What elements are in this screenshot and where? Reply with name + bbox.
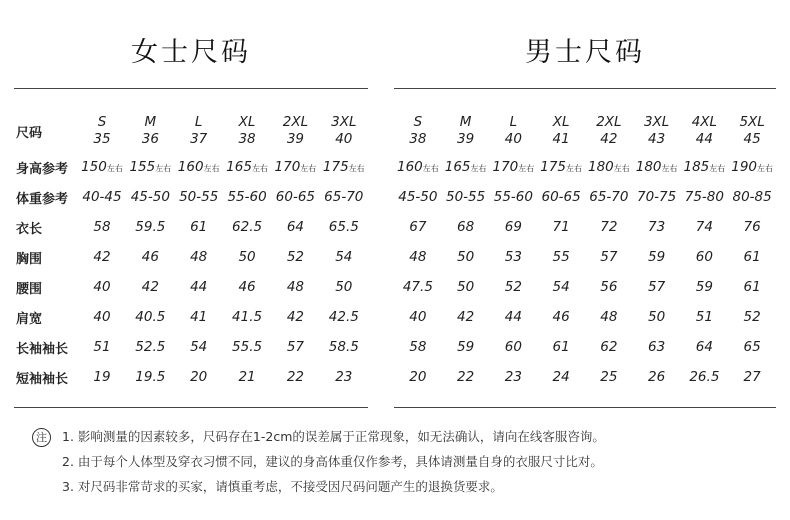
men-value-cell: 48	[409, 249, 427, 265]
men-height-value: 190	[731, 159, 758, 175]
men-value-cell: 57	[648, 279, 666, 295]
men-size-col	[585, 110, 633, 152]
men-value-cell: 73	[648, 219, 666, 235]
note-line-1: 1. 影响测量的因素较多，尺码存在1-2cm的误差属于正常现象，如无法确认，请向在线客服咨询。	[62, 429, 605, 444]
women-value-cell: 55.5	[232, 339, 263, 355]
women-height-cell	[271, 152, 319, 182]
men-height-suffix: 左右	[470, 164, 487, 173]
women-value-cell: 59.5	[135, 219, 166, 235]
women-height-suffix: 左右	[155, 164, 172, 173]
men-value-cell: 25	[600, 369, 618, 385]
women-height-cell	[78, 152, 126, 182]
men-size-name: 5XL	[739, 114, 765, 130]
men-value-cell: 46	[552, 309, 570, 325]
men-value-cell: 59	[695, 279, 713, 295]
women-value-cell: 46	[238, 279, 256, 295]
men-height-cell	[728, 152, 776, 182]
men-value-cell: 67	[409, 219, 427, 235]
women-row	[14, 152, 368, 182]
women-value-cell: 57	[286, 339, 304, 355]
men-size-name: XL	[552, 114, 570, 130]
men-size-col	[394, 110, 442, 152]
men-height-value: 170	[492, 159, 519, 175]
men-value-cell: 60	[504, 339, 522, 355]
men-size-code: 39	[457, 131, 475, 147]
women-size-name: L	[194, 114, 203, 130]
men-value-cell: 65-70	[589, 189, 629, 205]
men-value-cell: 72	[600, 219, 618, 235]
men-size-name: S	[413, 114, 423, 130]
women-size-name: XL	[238, 114, 256, 130]
men-row	[394, 182, 776, 212]
women-size-code: 35	[93, 131, 111, 147]
women-height-suffix: 左右	[300, 164, 317, 173]
men-row	[394, 272, 776, 302]
women-size-col	[78, 110, 126, 152]
men-value-cell: 55	[552, 249, 570, 265]
women-row-label: 体重参考	[16, 191, 69, 207]
women-value-cell: 22	[286, 369, 304, 385]
women-row	[14, 302, 368, 332]
men-value-cell: 61	[552, 339, 570, 355]
women-value-cell: 41	[190, 309, 208, 325]
men-top-rule	[394, 88, 776, 89]
men-value-cell: 22	[457, 369, 475, 385]
men-value-cell: 80-85	[732, 189, 772, 205]
men-value-cell: 23	[504, 369, 522, 385]
women-value-cell: 65.5	[328, 219, 359, 235]
women-value-cell: 21	[238, 369, 256, 385]
men-value-cell: 63	[648, 339, 666, 355]
women-value-cell: 40-45	[82, 189, 122, 205]
women-height-value: 160	[177, 159, 204, 175]
men-value-cell: 75-80	[684, 189, 724, 205]
men-size-code: 45	[743, 131, 761, 147]
men-row	[394, 362, 776, 392]
men-size-col	[442, 110, 490, 152]
men-size-col	[633, 110, 681, 152]
note-line-2: 2. 由于每个人体型及穿衣习惯不同，建议的身高体重仅作参考，具体请测量自身的衣服尺寸比对。	[62, 454, 603, 469]
men-size-code: 42	[600, 131, 618, 147]
women-size-col	[223, 110, 271, 152]
women-value-cell: 42	[141, 279, 159, 295]
men-value-cell: 62	[600, 339, 618, 355]
women-value-cell: 19	[93, 369, 111, 385]
women-value-cell: 58.5	[328, 339, 359, 355]
men-value-cell: 71	[552, 219, 570, 235]
women-value-cell: 50	[238, 249, 256, 265]
women-top-rule	[14, 88, 368, 89]
women-value-cell: 61	[190, 219, 208, 235]
men-value-cell: 50	[457, 249, 475, 265]
women-value-cell: 42	[93, 249, 111, 265]
men-value-cell: 42	[457, 309, 475, 325]
women-value-cell: 60-65	[275, 189, 316, 205]
women-size-col	[271, 110, 319, 152]
women-value-cell: 23	[335, 369, 353, 385]
women-header-row	[14, 110, 368, 152]
men-value-cell: 57	[600, 249, 618, 265]
men-value-cell: 50	[648, 309, 666, 325]
men-value-cell: 52	[743, 309, 761, 325]
women-value-cell: 42.5	[328, 309, 359, 325]
women-size-label: 尺码	[16, 125, 43, 141]
women-size-code: 36	[141, 131, 159, 147]
men-title: 男士尺码	[525, 37, 645, 68]
women-size-code: 39	[286, 131, 304, 147]
women-size-col	[126, 110, 174, 152]
women-value-cell: 41.5	[232, 309, 263, 325]
men-value-cell: 26	[648, 369, 666, 385]
men-value-cell: 65	[743, 339, 761, 355]
men-value-cell: 52	[504, 279, 522, 295]
women-size-name: S	[97, 114, 107, 130]
women-value-cell: 64	[286, 219, 304, 235]
women-value-cell: 19.5	[135, 369, 166, 385]
men-size-code: 44	[695, 131, 713, 147]
men-value-cell: 56	[600, 279, 618, 295]
women-value-cell: 54	[335, 249, 353, 265]
women-row	[14, 272, 368, 302]
men-height-suffix: 左右	[757, 164, 774, 173]
men-height-cell	[585, 152, 633, 182]
men-row	[394, 242, 776, 272]
men-value-cell: 20	[409, 369, 427, 385]
men-height-suffix: 左右	[422, 164, 439, 173]
women-row-label: 衣长	[16, 221, 43, 237]
women-height-cell	[223, 152, 271, 182]
women-row	[14, 242, 368, 272]
women-row	[14, 332, 368, 362]
women-height-cell	[126, 152, 174, 182]
women-row-label: 胸围	[16, 251, 43, 267]
women-height-cell	[320, 152, 368, 182]
women-value-cell: 46	[141, 249, 159, 265]
women-value-cell: 44	[190, 279, 208, 295]
women-row-label: 短袖袖长	[16, 371, 69, 387]
women-size-table	[14, 110, 368, 392]
men-size-name: 2XL	[596, 114, 622, 130]
women-size-name: M	[144, 114, 157, 130]
men-value-cell: 53	[504, 249, 522, 265]
women-row-label: 腰围	[16, 281, 43, 297]
men-size-name: 4XL	[691, 114, 718, 130]
women-row-label: 长袖袖长	[16, 341, 69, 357]
women-height-suffix: 左右	[251, 164, 268, 173]
men-height-suffix: 左右	[518, 164, 535, 173]
women-value-cell: 40	[93, 309, 111, 325]
men-size-code: 43	[648, 131, 666, 147]
women-value-cell: 50	[335, 279, 353, 295]
men-height-suffix: 左右	[709, 164, 726, 173]
men-height-value: 165	[444, 159, 471, 175]
men-height-cell	[394, 152, 442, 182]
men-value-cell: 47.5	[402, 279, 433, 295]
women-value-cell: 65-70	[324, 189, 364, 205]
men-value-cell: 24	[552, 369, 570, 385]
women-row	[14, 182, 368, 212]
women-height-suffix: 左右	[348, 164, 365, 173]
women-row-label: 身高参考	[16, 161, 69, 177]
men-height-value: 175	[540, 159, 567, 175]
note-badge: 注	[32, 428, 51, 447]
men-height-suffix: 左右	[566, 164, 583, 173]
women-value-cell: 62.5	[232, 219, 263, 235]
women-size-name: 3XL	[331, 114, 357, 130]
women-value-cell: 51	[93, 339, 111, 355]
men-height-suffix: 左右	[613, 164, 630, 173]
women-value-cell: 40.5	[135, 309, 166, 325]
men-value-cell: 61	[743, 249, 761, 265]
men-size-table	[394, 110, 776, 392]
men-value-cell: 45-50	[398, 189, 438, 205]
men-header-row	[394, 110, 776, 152]
women-value-cell: 52	[286, 249, 304, 265]
women-value-cell: 45-50	[130, 189, 170, 205]
women-row	[14, 362, 368, 392]
men-size-name: L	[509, 114, 518, 130]
women-size-col	[175, 110, 223, 152]
women-value-cell: 48	[190, 249, 208, 265]
men-size-col	[490, 110, 538, 152]
women-value-cell: 50-55	[179, 189, 219, 205]
women-height-value: 165	[226, 159, 252, 175]
women-bottom-rule	[14, 407, 368, 408]
men-height-suffix: 左右	[661, 164, 678, 173]
women-title: 女士尺码	[131, 37, 251, 68]
men-row	[394, 302, 776, 332]
men-height-value: 180	[587, 159, 614, 175]
men-height-value: 180	[635, 159, 662, 175]
men-size-code: 41	[552, 131, 570, 147]
men-bottom-rule	[394, 407, 776, 408]
men-value-cell: 48	[600, 309, 618, 325]
men-height-cell	[490, 152, 538, 182]
men-value-cell: 44	[504, 309, 522, 325]
men-value-cell: 60-65	[541, 189, 581, 205]
men-height-cell	[633, 152, 681, 182]
women-value-cell: 55-60	[227, 189, 267, 205]
men-value-cell: 59	[457, 339, 475, 355]
men-height-cell	[681, 152, 729, 182]
women-value-cell: 42	[286, 309, 304, 325]
women-height-suffix: 左右	[106, 164, 123, 173]
women-height-value: 155	[129, 159, 156, 175]
men-value-cell: 40	[409, 309, 427, 325]
men-height-cell	[537, 152, 585, 182]
men-value-cell: 61	[743, 279, 761, 295]
women-size-code: 38	[238, 131, 256, 147]
men-value-cell: 64	[695, 339, 713, 355]
women-size-code: 37	[190, 131, 208, 147]
men-value-cell: 70-75	[637, 189, 677, 205]
men-height-cell	[442, 152, 490, 182]
women-height-value: 170	[274, 159, 301, 175]
women-height-cell	[175, 152, 223, 182]
men-value-cell: 69	[504, 219, 522, 235]
men-value-cell: 51	[695, 309, 713, 325]
men-value-cell: 54	[552, 279, 570, 295]
women-row	[14, 212, 368, 242]
men-size-name: M	[459, 114, 472, 130]
men-height-value: 160	[396, 159, 423, 175]
men-row	[394, 212, 776, 242]
women-height-value: 150	[81, 159, 107, 175]
men-value-cell: 55-60	[493, 189, 533, 205]
men-size-col	[537, 110, 585, 152]
men-size-col	[681, 110, 729, 152]
women-value-cell: 20	[190, 369, 208, 385]
women-row-label: 肩宽	[16, 311, 43, 327]
men-value-cell: 27	[743, 369, 761, 385]
women-size-name: 2XL	[282, 114, 309, 130]
men-row	[394, 332, 776, 362]
women-value-cell: 58	[93, 219, 111, 235]
women-value-cell: 40	[93, 279, 111, 295]
women-size-code: 40	[335, 131, 353, 147]
men-size-col	[728, 110, 776, 152]
men-value-cell: 26.5	[689, 369, 720, 385]
note-line-3: 3. 对尺码非常苛求的买家，请慎重考虑，不接受因尺码问题产生的退换货要求。	[62, 479, 503, 494]
men-value-cell: 60	[695, 249, 713, 265]
men-value-cell: 50-55	[446, 189, 486, 205]
men-size-name: 3XL	[643, 114, 670, 130]
women-height-suffix: 左右	[203, 164, 220, 173]
men-height-value: 185	[683, 159, 710, 175]
men-size-code: 38	[409, 131, 427, 147]
men-row	[394, 152, 776, 182]
men-value-cell: 68	[457, 219, 475, 235]
men-value-cell: 50	[457, 279, 475, 295]
men-value-cell: 59	[648, 249, 666, 265]
women-value-cell: 54	[190, 339, 208, 355]
men-size-code: 40	[504, 131, 522, 147]
women-value-cell: 48	[286, 279, 304, 295]
women-height-value: 175	[322, 159, 349, 175]
women-value-cell: 52.5	[135, 339, 166, 355]
men-value-cell: 74	[695, 219, 713, 235]
men-value-cell: 58	[409, 339, 427, 355]
women-size-col	[320, 110, 368, 152]
men-value-cell: 76	[743, 219, 761, 235]
